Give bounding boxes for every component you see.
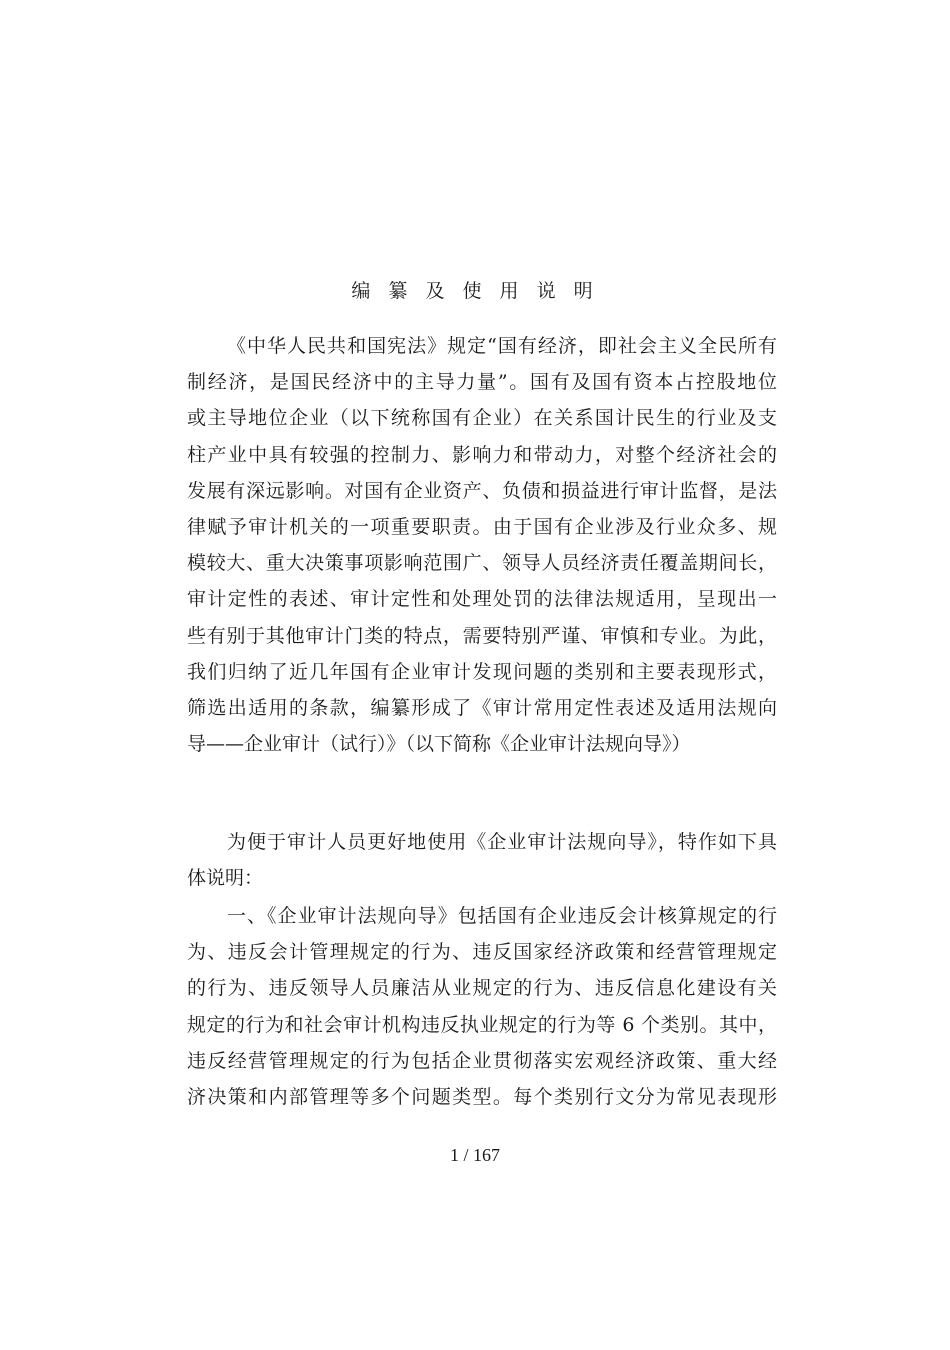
paragraph-constitution: [187, 328, 777, 762]
text-line: 筛选出适用的条款，编纂形成了《审计常用定性表述及适用法规向: [187, 697, 777, 720]
text-line: 审计定性的表述、审计定性和处理处罚的法律法规适用，呈现出一: [187, 588, 777, 611]
text-line: 律赋予审计机关的一项重要职责。由于国有企业涉及行业众多、规: [187, 516, 777, 539]
text-line: 模较大、重大决策事项影响范围广、领导人员经济责任覆盖期间长，: [187, 552, 777, 575]
text-line: 柱产业中具有较强的控制力、影响力和带动力，对整个经济社会的: [187, 443, 777, 466]
text-line: 体说明：: [187, 867, 264, 890]
text-line: 违反经营管理规定的行为包括企业贯彻落实宏观经济政策、重大经: [187, 1049, 777, 1072]
paragraph-item-one: [187, 898, 777, 1115]
document-title: 编 纂 及 使 用 说 明: [351, 280, 599, 302]
text-line: 一、《企业审计法规向导》包括国有企业违反会计核算规定的行: [227, 905, 777, 927]
page-number: 1 / 167: [449, 1145, 500, 1165]
text-line: 发展有深远影响。对国有企业资产、负债和损益进行审计监督，是法: [187, 479, 777, 502]
text-line: 《中华人民共和国宪法》规定“国有经济，即社会主义全民所有: [227, 335, 777, 357]
text-line: 制经济，是国民经济中的主导力量”。国有及国有资本占控股地位: [187, 371, 777, 394]
text-line: 为、违反会计管理规定的行为、违反国家经济政策和经营管理规定: [187, 941, 777, 964]
text-line: 的行为、违反领导人员廉洁从业规定的行为、违反信息化建设有关: [187, 977, 777, 1000]
text-line: 导——企业审计（试行）》（以下简称《企业审计法规向导》）: [187, 733, 691, 756]
text-line: 些有别于其他审计门类的特点，需要特别严谨、审慎和专业。为此，: [187, 624, 777, 647]
text-line: 我们归纳了近几年国有企业审计发现问题的类别和主要表现形式，: [187, 660, 777, 683]
text-line: 规定的行为和社会审计机构违反执业规定的行为等 6 个类别。其中，: [187, 1013, 777, 1036]
text-line: 济决策和内部管理等多个问题类型。每个类别行文分为常见表现形: [187, 1086, 777, 1109]
text-line: 或主导地位企业（以下统称国有企业）在关系国计民生的行业及支: [187, 407, 777, 430]
paragraph-usage-intro: [187, 824, 777, 896]
text-line: 为便于审计人员更好地使用《企业审计法规向导》，特作如下具: [227, 831, 777, 853]
